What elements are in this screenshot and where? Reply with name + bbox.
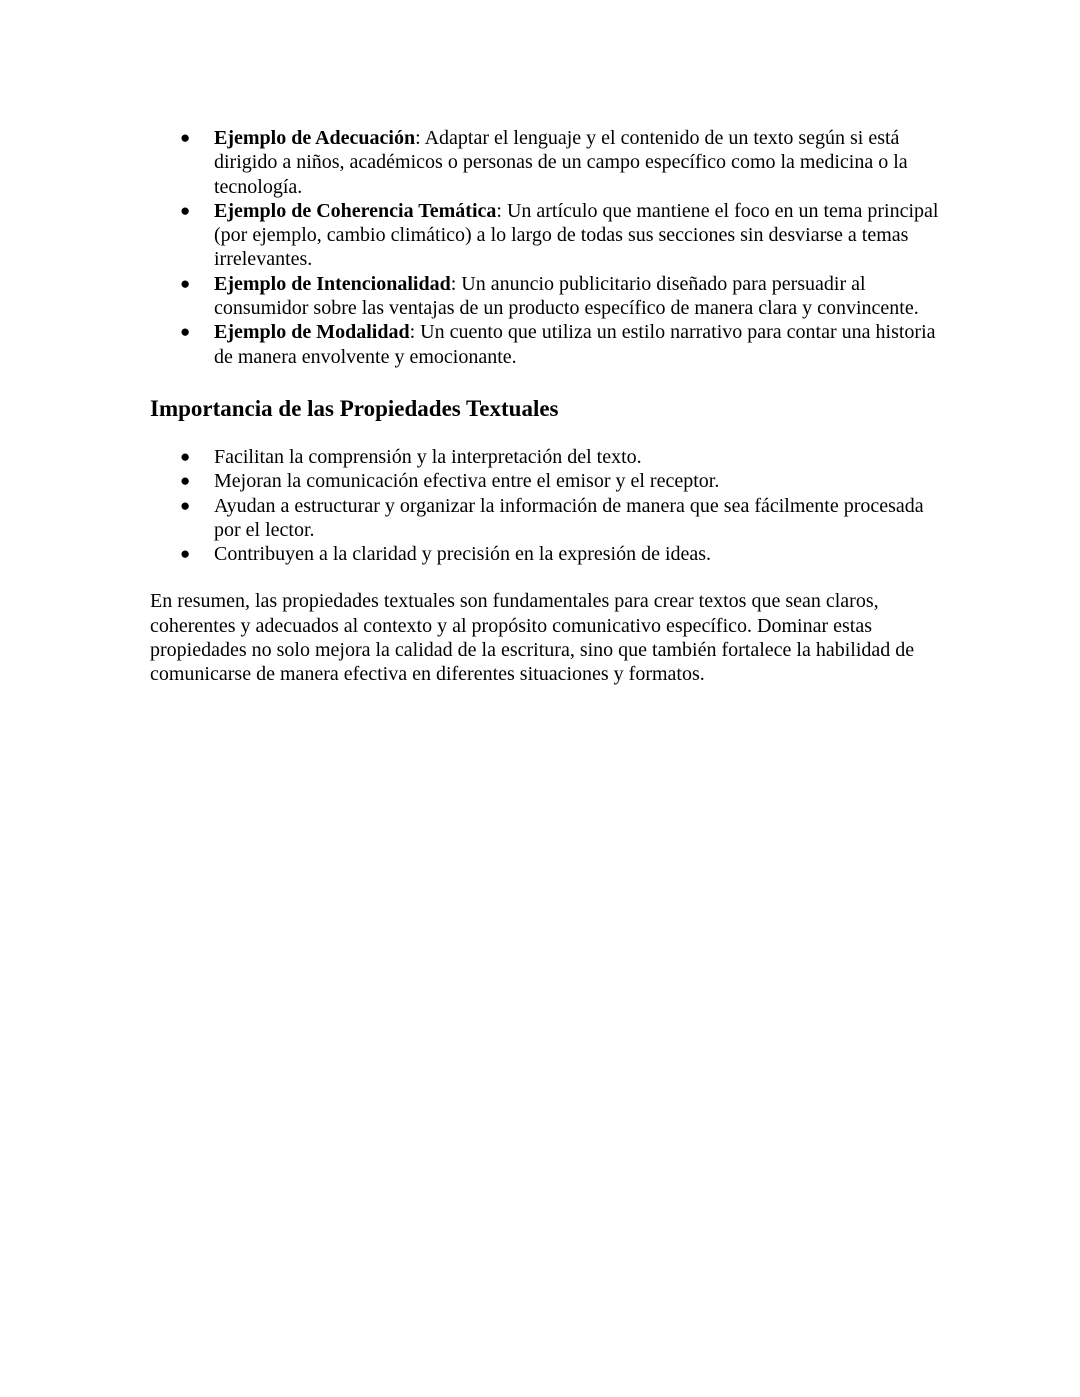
- list-item: [150, 445, 940, 469]
- importance-list: [150, 445, 940, 566]
- list-item: [150, 542, 940, 566]
- bullet-icon: ●: [180, 273, 191, 293]
- bullet-icon: ●: [180, 495, 191, 515]
- summary-paragraph: En resumen, las propiedades textuales son fundamentales para crear textos que sean claros, coherentes y adecuados al contexto y al propósito comunicativo específico. Dominar estas propiedades no solo mejora la calidad de la escritura, sino que también fortalece la habilidad de comunicarse de manera efectiva en diferentes situaciones y formatos.: [150, 590, 915, 686]
- section-heading: Importancia de las Propiedades Textuales: [150, 395, 559, 421]
- list-item: [150, 272, 940, 321]
- bullet-icon: ●: [180, 544, 191, 564]
- list-item: [150, 199, 940, 272]
- example-label: Ejemplo de Adecuación: [214, 127, 416, 149]
- list-item: [150, 320, 940, 369]
- list-item: [150, 126, 940, 199]
- example-label: Ejemplo de Coherencia Temática: [214, 199, 497, 222]
- bullet-icon: ●: [180, 471, 191, 491]
- example-text: : Un anuncio publicitario diseñado para persuadir al consumidor sobre las ventajas de un producto específico de manera clara y convincente.: [214, 272, 919, 320]
- importance-text: Mejoran la comunicación efectiva entre el emisor y el receptor.: [214, 470, 720, 493]
- importance-text: Facilitan la comprensión y la interpretación del texto.: [214, 445, 642, 468]
- bullet-icon: ●: [180, 446, 191, 466]
- bullet-icon: ●: [180, 128, 191, 147]
- example-text: : Adaptar el lenguaje y el contenido de un texto según si está dirigido a niños, académicos o personas de un campo específico como la medicina o la tecnología.: [214, 127, 908, 198]
- bullet-icon: ●: [180, 322, 191, 342]
- example-label: Ejemplo de Intencionalidad: [214, 272, 451, 295]
- examples-list: [150, 126, 940, 369]
- importance-text: Ayudan a estructurar y organizar la información de manera que sea fácilmente procesada por el lector.: [214, 494, 924, 541]
- example-label: Ejemplo de Modalidad: [214, 321, 410, 344]
- example-text: : Un artículo que mantiene el foco en un tema principal (por ejemplo, cambio climático) a lo largo de todas sus secciones sin desviarse a temas irrelevantes.: [214, 199, 939, 271]
- example-text: : Un cuento que utiliza un estilo narrativo para contar una historia de manera envolvente y emocionante.: [214, 321, 936, 368]
- list-item: [150, 469, 940, 493]
- list-item: [150, 494, 940, 543]
- document-page: [150, 126, 940, 687]
- bullet-icon: ●: [180, 200, 191, 220]
- importance-text: Contribuyen a la claridad y precisión en la expresión de ideas.: [214, 543, 712, 566]
